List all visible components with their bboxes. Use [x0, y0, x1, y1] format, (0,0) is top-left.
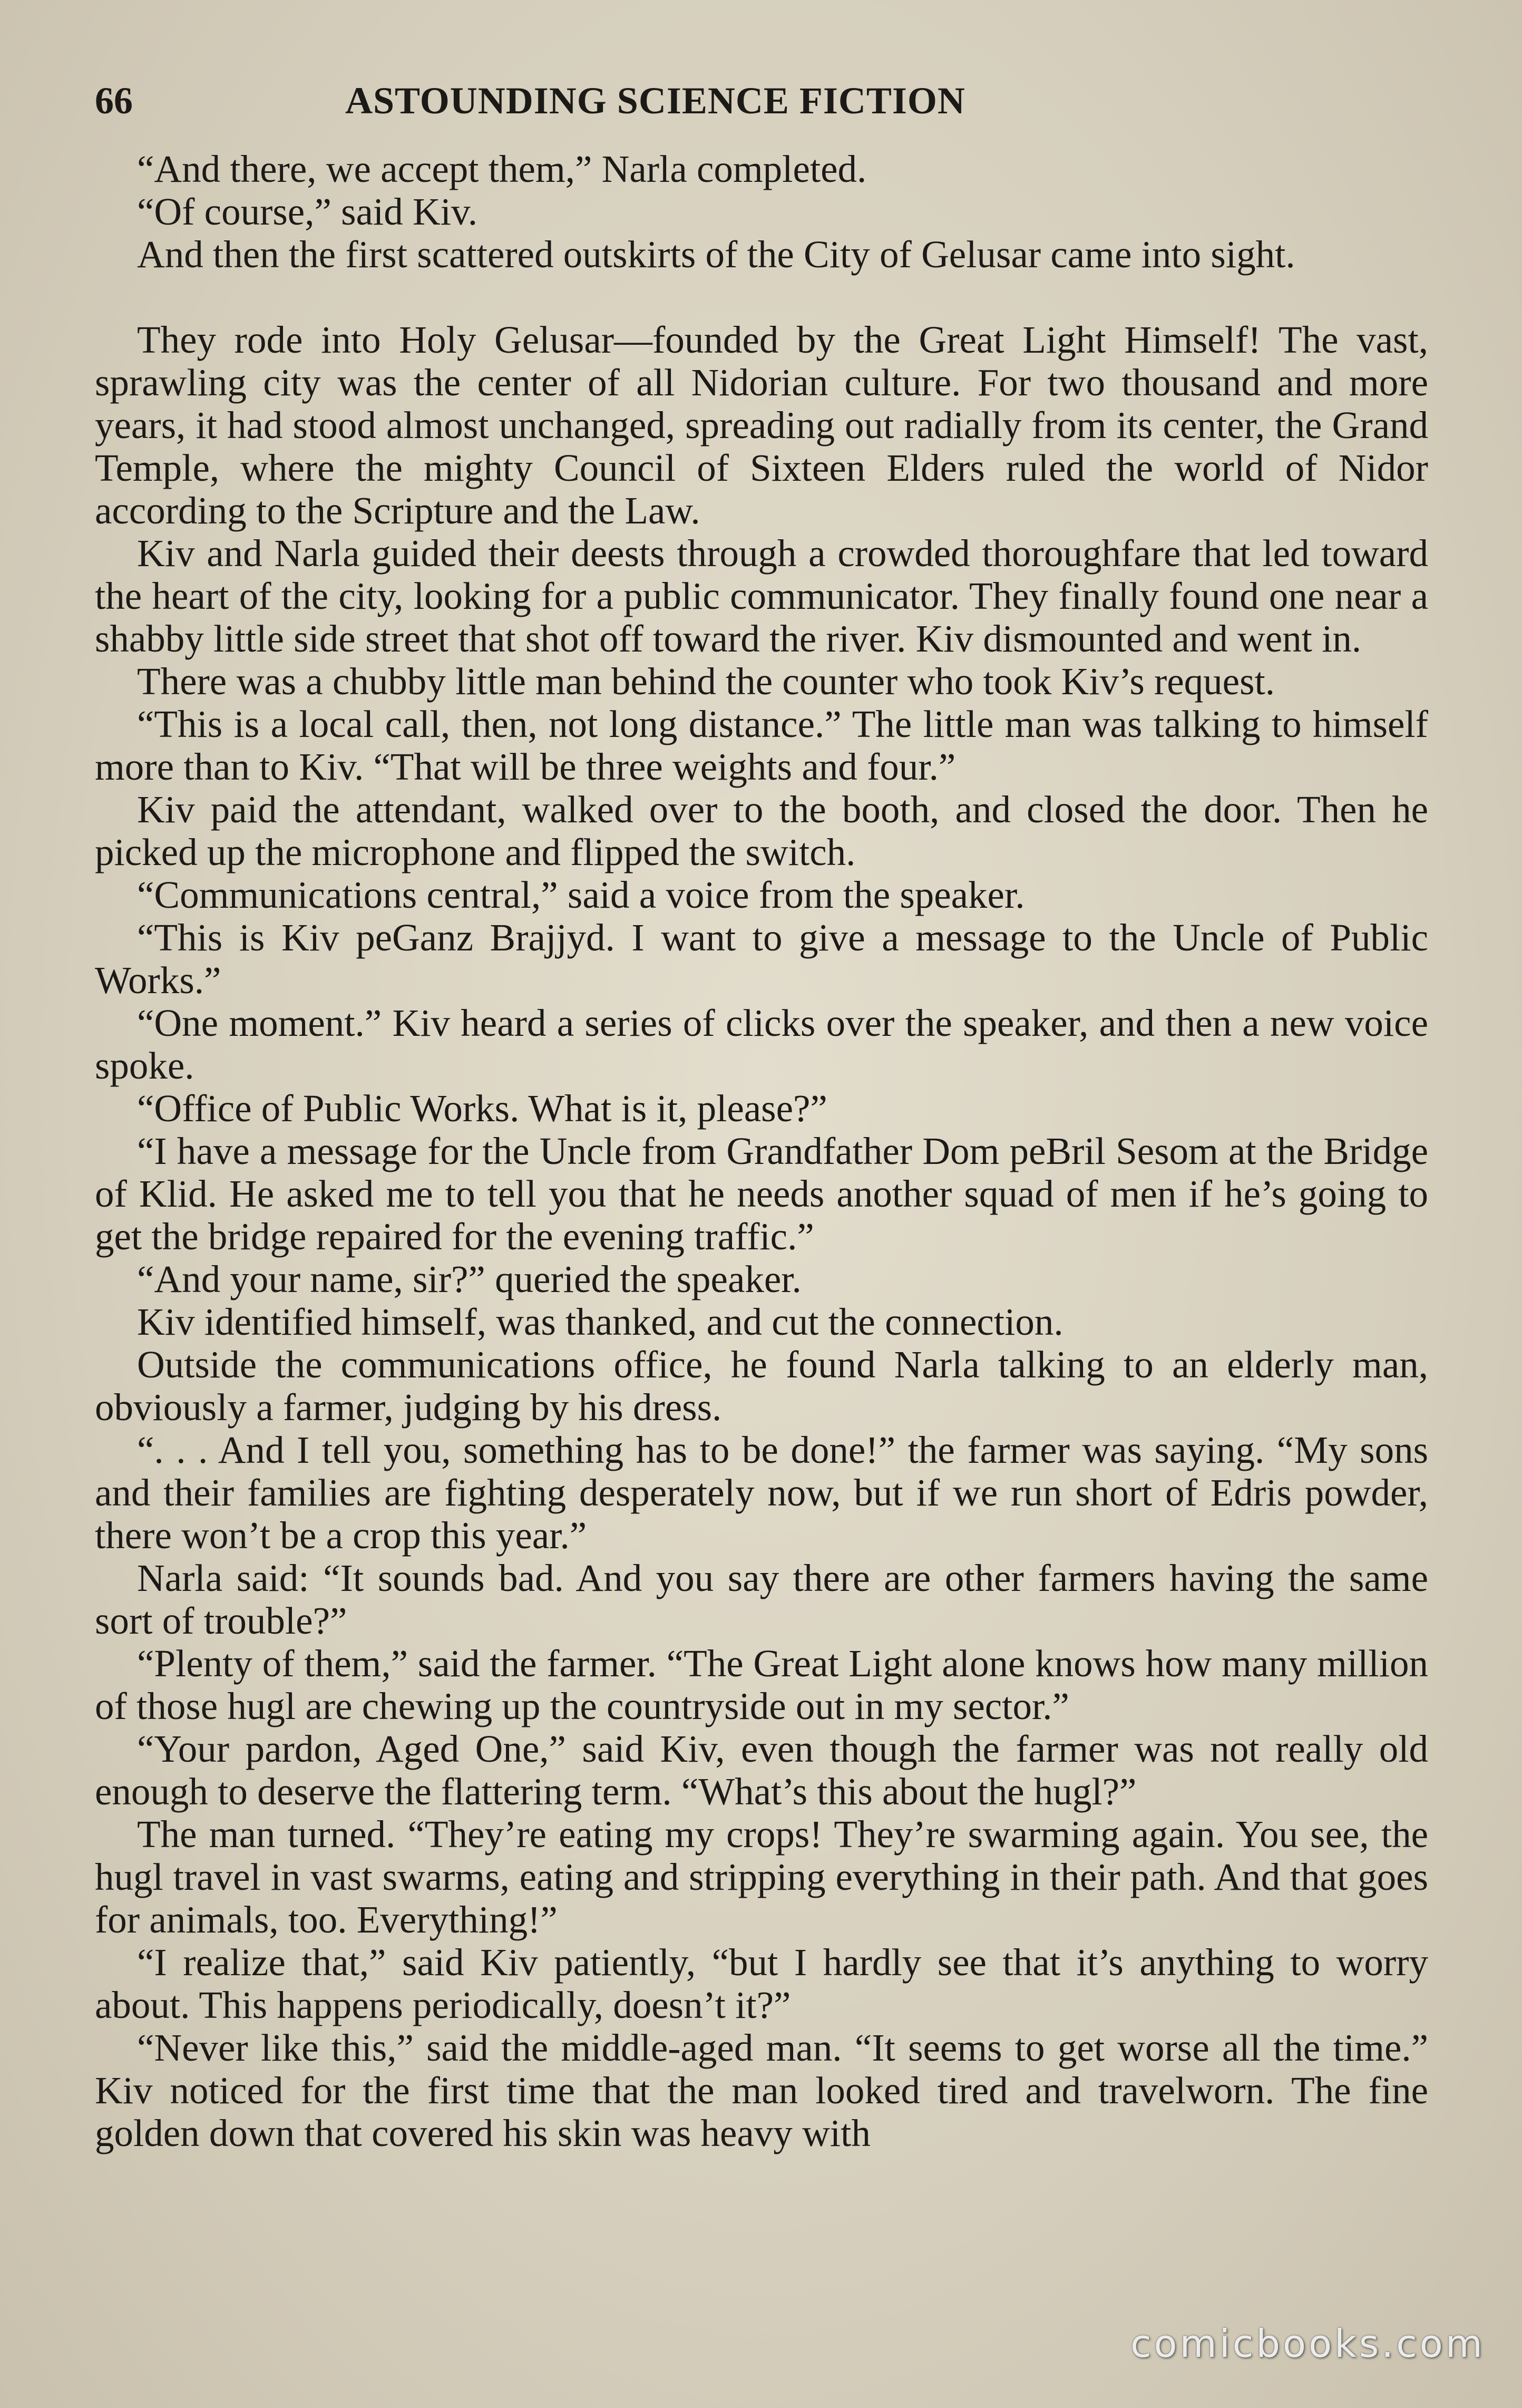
page-header [95, 79, 1428, 137]
page-number: 66 [95, 80, 133, 122]
paragraph: There was a chubby little man behind the counter who took Kiv’s request. [137, 660, 1275, 703]
watermark: comicbooks.com [1130, 2322, 1485, 2366]
running-title: ASTOUNDING SCIENCE FICTION [345, 80, 965, 122]
paragraph: “And there, we accept them,” Narla completed. [137, 148, 867, 190]
paragraph: “Your pardon, Aged One,” said Kiv, even though the farmer was not really old enough to deserve the flattering term. “What’s this about the hugl?” [95, 1727, 1428, 1813]
paragraph: “I realize that,” said Kiv patiently, “but I hardly see that it’s anything to worry about. This happens periodically, doesn’t it?” [95, 1941, 1428, 2026]
paragraph: “Office of Public Works. What is it, please?” [137, 1087, 827, 1130]
story-text [95, 148, 1428, 2154]
paragraph: And then the first scattered outskirts of the City of Gelusar came into sight. [137, 233, 1295, 276]
paragraph: “This is a local call, then, not long distance.” The little man was talking to himself more than to Kiv. “That will be three weights and four.” [95, 703, 1428, 788]
paragraph: “I have a message for the Uncle from Grandfather Dom peBril Sesom at the Bridge of Klid. He asked me to tell you that he needs another squad of men if he’s going to get the bridge repaired for the evening traffic.” [95, 1130, 1428, 1258]
paragraph: “Plenty of them,” said the farmer. “The Great Light alone knows how many million of those hugl are chewing up the countryside out in my sector.” [95, 1642, 1428, 1727]
paragraph: Narla said: “It sounds bad. And you say there are other farmers having the same sort of trouble?” [95, 1557, 1428, 1642]
paragraph: “This is Kiv peGanz Brajjyd. I want to give a message to the Uncle of Public Works.” [95, 916, 1428, 1002]
paragraph: Outside the communications office, he found Narla talking to an elderly man, obviously a farmer, judging by his dress. [95, 1343, 1428, 1429]
paragraph: Kiv and Narla guided their deests through a crowded thoroughfare that led toward the heart of the city, looking for a public communicator. They finally found one near a shabby little side street that shot off toward the river. Kiv dismounted and went in. [95, 532, 1428, 660]
paragraph: Kiv paid the attendant, walked over to the booth, and closed the door. Then he picked up the microphone and flipped the switch. [95, 788, 1428, 873]
paragraph: “Of course,” said Kiv. [137, 190, 477, 233]
paragraph: “Communications central,” said a voice from the speaker. [137, 873, 1025, 916]
paragraph: “One moment.” Kiv heard a series of clicks over the speaker, and then a new voice spoke. [95, 1002, 1428, 1087]
paragraph: “Never like this,” said the middle-aged man. “It seems to get worse all the time.” Kiv noticed for the first time that the man looked tired and travelworn. The fine golden down that covered his skin was heavy with [95, 2026, 1428, 2154]
paragraph: “. . . And I tell you, something has to be done!” the farmer was saying. “My sons and their families are fighting desperately now, but if we run short of Edris powder, there won’t be a crop this year.” [95, 1429, 1428, 1557]
paragraph: The man turned. “They’re eating my crops! They’re swarming again. You see, the hugl travel in vast swarms, eating and stripping everything in their path. And that goes for animals, too. Everything!” [95, 1813, 1428, 1941]
paragraph: “And your name, sir?” queried the speaker. [137, 1258, 802, 1300]
paragraph: Kiv identified himself, was thanked, and cut the connection. [137, 1300, 1064, 1343]
paragraph: They rode into Holy Gelusar—founded by the Great Light Himself! The vast, sprawling city was the center of all Nidorian culture. For two thousand and more years, it had stood almost unchanged, spreading out radially from its center, the Grand Temple, where the mighty Council of Sixteen Elders ruled the world of Nidor according to the Scripture and the Law. [95, 318, 1428, 532]
